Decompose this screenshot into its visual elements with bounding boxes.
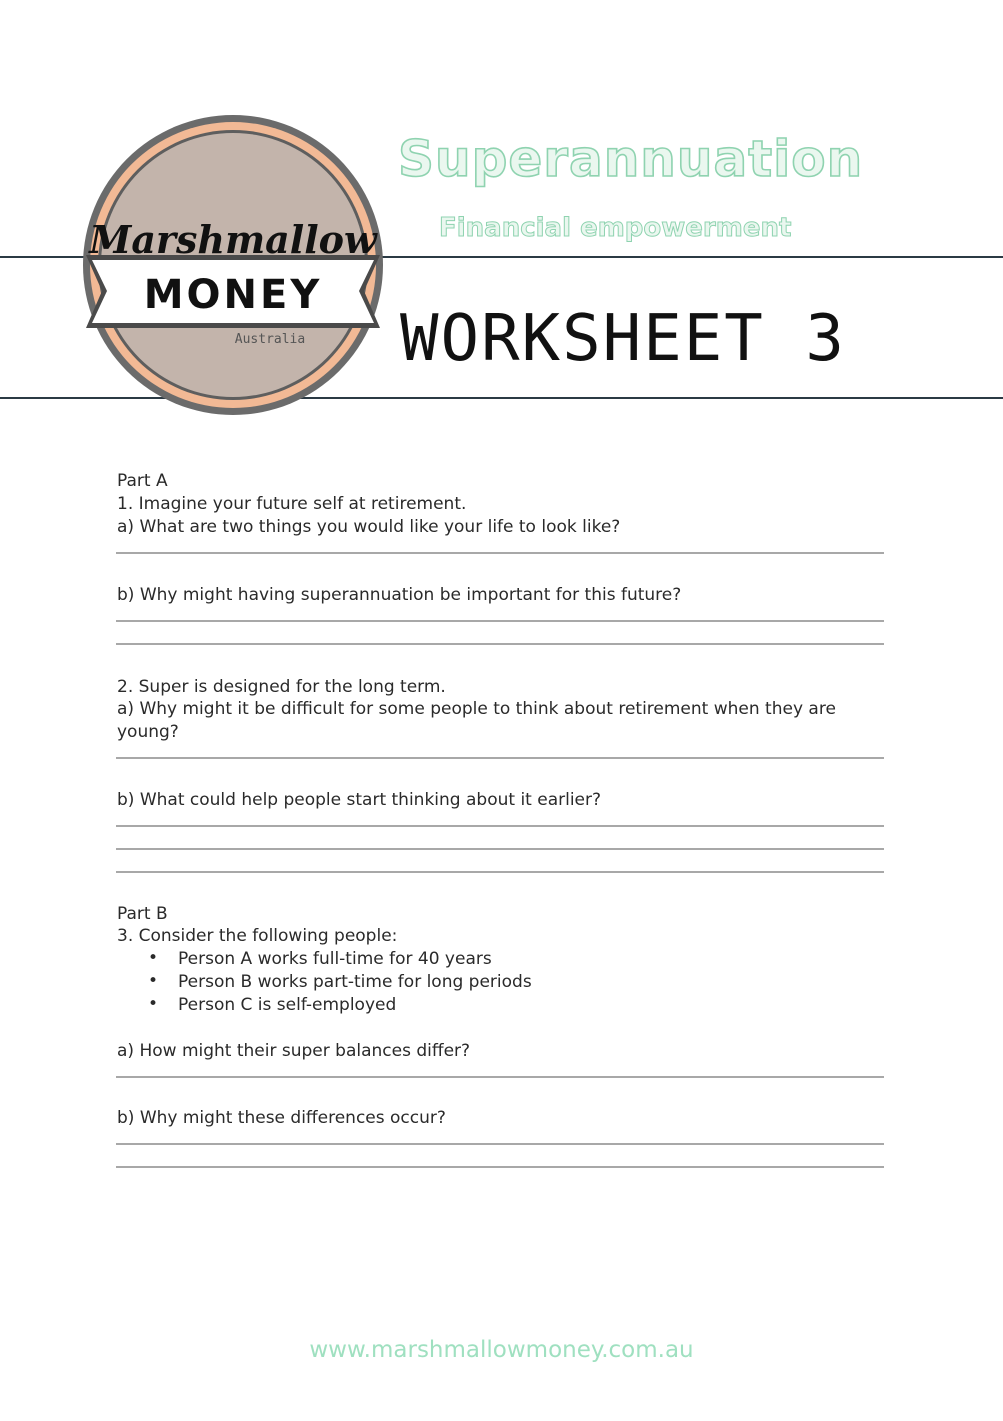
logo-brand-text: MONEY	[143, 272, 323, 318]
logo-country-text: Australia	[234, 332, 306, 347]
answer-line[interactable]	[116, 552, 884, 554]
bullet-dot-icon: •	[148, 971, 159, 991]
part-b-heading: Part B	[117, 904, 168, 924]
question-3b: b) Why might these differences occur?	[117, 1108, 446, 1128]
answer-line[interactable]	[116, 1166, 884, 1168]
question-2b: b) What could help people start thinking about it earlier?	[117, 790, 602, 810]
question-2a: a) Why might it be difficult for some people to think about retirement when they are young?	[117, 699, 836, 742]
answer-line[interactable]	[116, 620, 884, 622]
question-1: 1. Imagine your future self at retirement.	[117, 494, 467, 514]
question-1a: a) What are two things you would like your life to look like?	[117, 517, 621, 537]
marshmallow-money-logo	[78, 113, 388, 418]
logo-script-text: Marshmallow	[89, 217, 377, 262]
part-a-heading: Part A	[117, 471, 168, 491]
page-subtitle: Financial empowerment	[439, 213, 792, 243]
answer-line[interactable]	[116, 871, 884, 873]
bullet-dot-icon: •	[148, 948, 159, 968]
answer-line[interactable]	[116, 643, 884, 645]
answer-line[interactable]	[116, 848, 884, 850]
question-2: 2. Super is designed for the long term.	[117, 677, 446, 697]
answer-line[interactable]	[116, 825, 884, 827]
question-3: 3. Consider the following people:	[117, 926, 398, 946]
worksheet-number: WORKSHEET 3	[400, 302, 846, 376]
list-item: Person A works full-time for 40 years	[178, 949, 492, 969]
bullet-dot-icon: •	[148, 994, 159, 1014]
answer-line[interactable]	[116, 757, 884, 759]
answer-line[interactable]	[116, 1143, 884, 1145]
footer-website-url[interactable]: www.marshmallowmoney.com.au	[309, 1337, 694, 1363]
list-item: Person C is self-employed	[178, 995, 397, 1015]
question-1b: b) Why might having superannuation be important for this future?	[117, 585, 682, 605]
answer-line[interactable]	[116, 1076, 884, 1078]
list-item: Person B works part-time for long periods	[178, 972, 532, 992]
question-3a: a) How might their super balances differ?	[117, 1041, 471, 1061]
page-title: Superannuation	[398, 130, 864, 188]
